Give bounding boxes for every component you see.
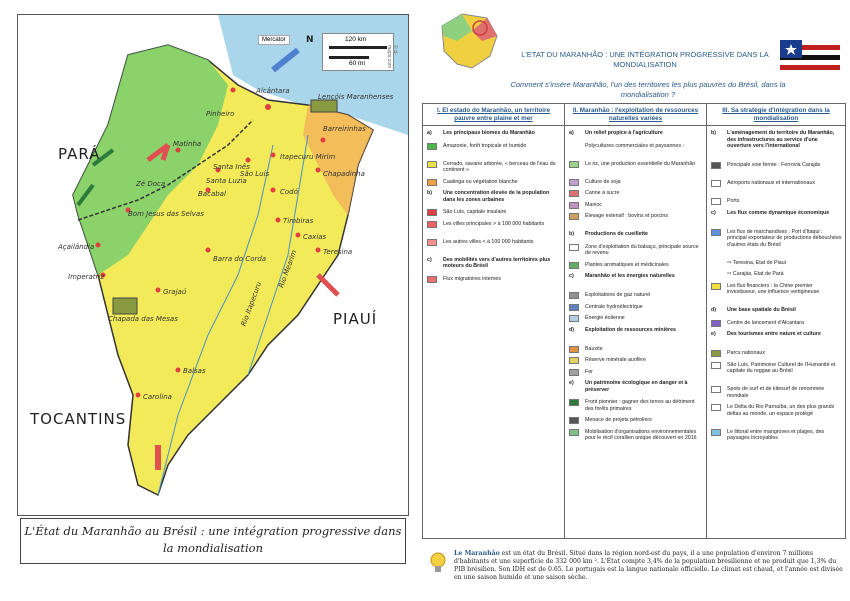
legend-swatch-icon — [569, 190, 579, 197]
brazil-mini-map — [432, 6, 502, 76]
section-letter: a) — [569, 130, 574, 136]
city-chapadinha: Chapadinha — [323, 170, 365, 178]
city-imperatriz: Imperatriz — [68, 273, 105, 281]
legend-swatch-icon — [569, 346, 579, 353]
legend-text: Les autres villes < à 100 000 habitants — [443, 238, 534, 245]
legend-text: Les flux de marchandises : Port d'Itaqui : principal exportateur de productions débouchées d'autres états du Brésil — [727, 228, 842, 248]
legend-text: Amazonie, forêt tropicale et humide — [443, 142, 527, 149]
legend-swatch-icon — [569, 292, 579, 299]
legend-text: Les flux financiers : la Chine premier investisseur, une influence vertigineuse — [727, 282, 820, 295]
legend-swatch-icon — [569, 417, 579, 424]
north-arrow: N — [306, 35, 314, 45]
legend-text: Manioc — [585, 201, 603, 208]
legend-swatch-icon — [569, 399, 579, 406]
city-grajau: Grajaú — [163, 288, 187, 296]
legend-swatch-icon — [711, 198, 721, 205]
city-teresina: Teresina — [323, 248, 353, 256]
legend-swatch-icon — [569, 357, 579, 364]
legend-swatch-icon — [427, 161, 437, 168]
legend-swatch-icon — [711, 162, 721, 169]
legend-text: Ports — [727, 198, 740, 204]
legend-text: ⇨ Teresina, Etat de Piauí — [727, 259, 787, 266]
river-label-mearim: Rio Mearim — [277, 249, 299, 289]
section-letter: c) — [427, 256, 432, 263]
legend-swatch-icon — [711, 180, 721, 187]
legend-text: Les principaux biomes du Maranhão — [443, 130, 535, 136]
section-letter: b) — [569, 231, 574, 237]
lightbulb-icon — [428, 550, 448, 576]
city-carolina: Carolina — [143, 393, 172, 401]
map-panel — [0, 0, 412, 601]
state-label-para: PARÁ — [58, 145, 101, 163]
legend-text: Zone d'exploitation du babaçu, principale source de revenu — [585, 243, 699, 256]
legend-text: São Luís, Patrimoine Culturel de l'Humanité et capitale du reggae au Brésil — [727, 361, 836, 374]
legend-text: Le riz, une production essentielle du Maranhão — [585, 160, 696, 167]
city-santa-ines: Santa Inês — [213, 163, 250, 171]
legend-text: Les villes principales > à 100 000 habitants — [443, 220, 545, 227]
summary-box — [422, 544, 846, 594]
legend-swatch-icon — [569, 179, 579, 186]
legend-column-3 — [707, 104, 845, 538]
column-3-header: III. Sa stratégie d'intégration dans la mondialisation — [707, 104, 845, 126]
legend-text: Aéroports nationaux et internationaux — [727, 180, 816, 186]
legend-text: Bauxite — [585, 345, 603, 352]
legend-swatch-icon — [569, 213, 579, 220]
city-acailandia: Açailândia — [58, 243, 95, 251]
legend-text: Des tourismes entre nature et culture — [727, 331, 821, 337]
state-label-tocantins: TOCANTINS — [30, 410, 127, 428]
sheet-question: Comment s'insère Maranhão, l'un des territoires les plus pauvres du Brésil, dans la mondialisation ? — [510, 80, 786, 99]
legend-swatch-icon — [711, 283, 721, 290]
sheet-title: L'ETAT DU MARANHÃO : UNE INTÉGRATION PROGRESSIVE DANS LA MONDIALISATION — [521, 50, 769, 69]
legend-text: Le Delta du Rio Parnaíba, un des plus grands deltas au monde, un espace protégé — [727, 404, 835, 417]
city-barreirinhas: Barreirinhas — [323, 125, 366, 133]
legend-swatch-icon — [569, 429, 579, 436]
legend-swatch-icon — [711, 362, 721, 369]
legend-text: Exploitations de gaz naturel — [585, 292, 651, 298]
section-letter: d) — [711, 307, 716, 313]
legend-swatch-icon — [711, 229, 721, 236]
legend-swatch-icon — [711, 429, 721, 436]
legend-column-1 — [423, 104, 565, 538]
legend-text: Fer — [585, 368, 593, 375]
city-matinha: Matinha — [173, 140, 202, 148]
legend-swatch-icon — [427, 179, 437, 186]
legend-swatch-icon — [711, 320, 721, 327]
legend-text: Maranhão et les énergies naturelles — [585, 273, 675, 279]
legend-text: Une base spatiale du Brésil — [727, 307, 796, 313]
legend-text: Spots de surf et de kitesurf de renommée mondiale — [727, 386, 825, 399]
city-bom-jesus: Bom Jesus das Selvas — [128, 210, 204, 218]
legend-text: Menace de projets pétroliers — [585, 417, 652, 423]
legend-swatch-icon — [427, 143, 437, 150]
legend-swatch-icon — [569, 315, 579, 322]
city-ze-doca: Zé Doca — [136, 180, 166, 188]
legend-text: Le littoral entre mangroves et plages, des paysages incroyables — [727, 428, 825, 441]
section-letter: c) — [569, 273, 574, 279]
maranhao-flag — [780, 40, 840, 80]
legend-text: Des mobilités vers d'autres territoires plus moteurs du Brésil — [443, 256, 551, 269]
section-letter: d) — [569, 326, 574, 333]
park-label-chapada: Chapada das Mesas — [108, 315, 178, 323]
river-label-itapecuru: Rio Itapecuru — [239, 280, 264, 328]
legend-swatch-icon — [711, 404, 721, 411]
legend-swatch-icon — [569, 262, 579, 269]
city-balsas: Balsas — [183, 367, 206, 375]
city-alcantara: Alcântara — [256, 87, 290, 95]
park-label-lencois: Lençóis Maranhenses — [318, 93, 394, 101]
map-copyright: © d-maps.com — [386, 45, 398, 69]
map-frame — [17, 14, 409, 516]
city-barra-do-corda: Barra do Corda — [213, 255, 267, 263]
legend-text: Les flux comme dynamique économique — [727, 209, 830, 216]
legend-swatch-icon — [569, 202, 579, 209]
summary-text: Le Maranhão est un état du Brésil. Situé dans la région nord-est du pays, il a une population d'environ 7 millions d'habitants et une superficie de 332 000 km ². L'État compte 3,4% de la population brésilienne et ne produit que 1,3% du PIB brésilien. Son IDH est de 0.65. Le portugais est la langue nationale officielle. Le climat est chaud, et l'année est divisée en une saison humide et une saison sèche. — [454, 550, 843, 581]
legend-swatch-icon — [569, 304, 579, 311]
legend-column-2 — [565, 104, 707, 538]
legend-text: Parcs nationaux — [727, 350, 765, 356]
legend-text: Polycultures commerciales et paysannes : — [585, 142, 684, 149]
mercator-label: Mercator — [258, 35, 290, 45]
legend-text: Un patrimoine écologique en danger et à préserver — [585, 380, 688, 393]
column-1-header: I. El estado do Maranhão, un territoire pauvre entre plaine et mer — [423, 104, 564, 126]
legend-swatch-icon — [427, 221, 437, 228]
city-timbiras: Timbiras — [283, 217, 314, 225]
legend-swatch-icon — [569, 161, 579, 168]
city-santa-luzia: Santa Luzia — [206, 177, 247, 185]
legend-swatch-icon — [427, 276, 437, 283]
legend-table — [422, 103, 846, 539]
legend-text: São Luís, capitale insulaire — [443, 209, 507, 215]
section-letter: c) — [711, 209, 716, 216]
city-codo: Codó — [280, 188, 298, 196]
section-letter: e) — [711, 331, 716, 337]
legend-text: Front pionnier : gagner des terres au détriment des forêts primaires — [585, 399, 695, 412]
scale-bar: 120 km 60 mi — [322, 33, 394, 71]
legend-swatch-icon — [427, 239, 437, 246]
city-itapecuru-mirim: Itapecuru Mirim — [280, 153, 336, 161]
legend-text: Cerrado, savane arborée, « berceau de l'eau du continent » — [443, 160, 556, 173]
column-2-header: II. Maranhão : l'exploitation de ressources naturelles variées — [565, 104, 706, 126]
map-caption: L'État du Maranhão au Brésil : une intégration progressive dans la mondialisation — [20, 518, 406, 564]
map-svg — [18, 15, 408, 515]
legend-text: Centrale hydroélectrique — [585, 303, 643, 310]
legend-text: Un relief propice à l'agriculture — [585, 130, 663, 136]
legend-text: Flux migratoires internes — [443, 275, 501, 282]
legend-text: L'aménagement du territoire du Maranhão, des infrastructures au service d'une ouverture vers l'international — [727, 130, 835, 149]
legend-swatch-icon — [711, 386, 721, 393]
legend-text: Productions de cueillette — [585, 231, 648, 237]
section-letter: b) — [427, 190, 432, 196]
legend-text: Une concentration élevée de la population dans les zones urbaines — [443, 190, 550, 203]
legend-text: ⇨ Carajás, Etat de Pará — [727, 271, 784, 277]
section-letter: a) — [427, 130, 432, 136]
park-chapada — [113, 298, 137, 314]
legend-panel — [418, 0, 850, 601]
legend-text: Plantes aromatiques et médicinales — [585, 261, 669, 268]
city-bacabal: Bacabal — [198, 190, 226, 198]
legend-swatch-icon — [711, 350, 721, 357]
legend-text: Centre de lancement d'Alcantara — [727, 319, 804, 326]
section-letter: b) — [711, 130, 716, 136]
legend-text: Caatinga ou végétation blanche — [443, 178, 518, 185]
legend-text: Élevage extensif : bovins et porcins — [585, 213, 669, 219]
legend-text: Énergie éolienne — [585, 315, 625, 321]
legend-text: Canne à sucre — [585, 190, 620, 196]
legend-text: Principale voie ferrée : Ferrovia Carajás — [727, 162, 821, 168]
legend-swatch-icon — [427, 209, 437, 216]
legend-text: Mobilisation d'organisations environnementales pour le récif corallien unique découvert en 2016 — [585, 428, 697, 441]
section-letter: e) — [569, 380, 574, 386]
state-label-piaui: PIAUÍ — [333, 310, 378, 328]
legend-text: Exploitation de ressources minières — [585, 326, 676, 333]
legend-swatch-icon — [569, 244, 579, 251]
city-pinheiro: Pinheiro — [206, 110, 235, 118]
legend-text: Culture de soja — [585, 178, 621, 185]
park-lencois — [311, 100, 337, 112]
city-sao-luis: São Luís — [240, 170, 270, 178]
legend-swatch-icon — [569, 369, 579, 376]
legend-text: Réserve minérale aurifère — [585, 357, 646, 363]
city-caxias: Caxias — [303, 233, 327, 241]
